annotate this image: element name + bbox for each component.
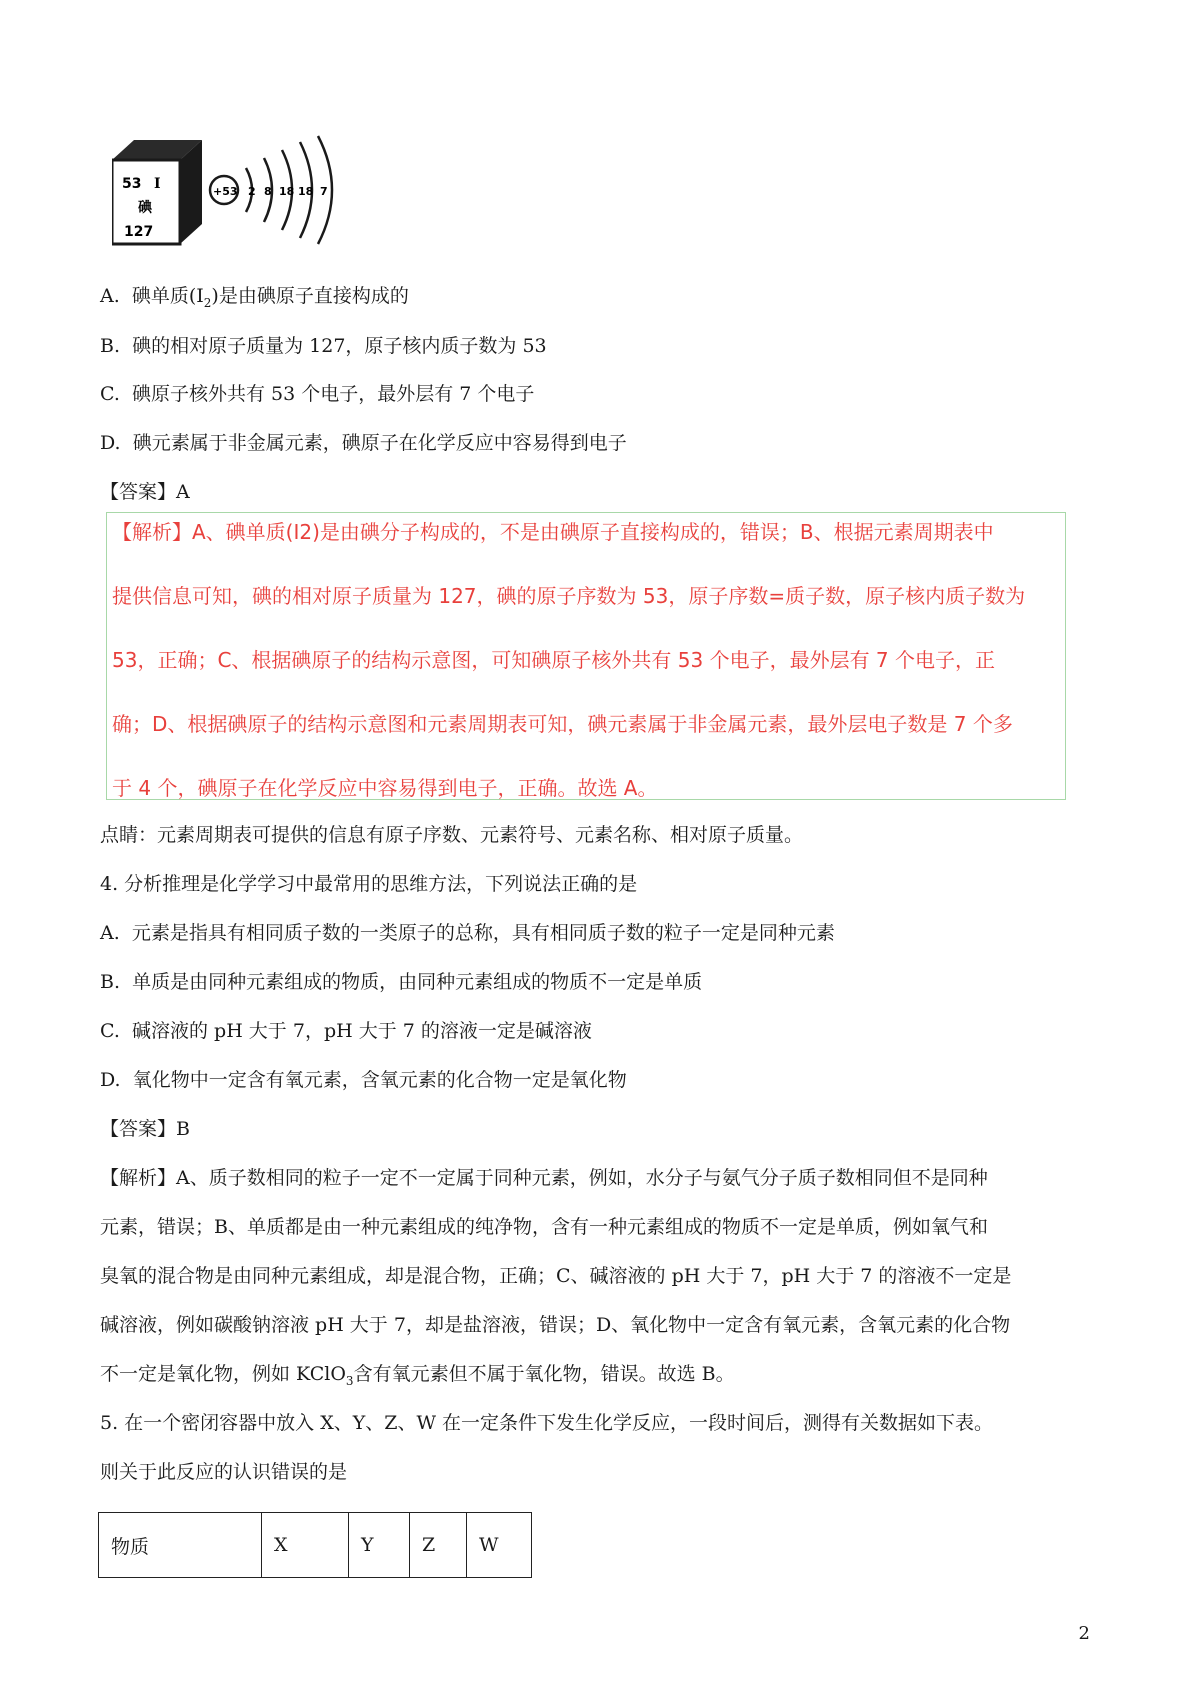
table-row (99, 1513, 532, 1578)
shell-3: 18 (279, 185, 295, 198)
table-header-cell: W (467, 1513, 532, 1578)
shell-2: 8 (264, 185, 272, 198)
q4-answer: 【答案】B (100, 1118, 190, 1140)
q4-option-c: C. 碱溶液的 pH 大于 7，pH 大于 7 的溶液一定是碱溶液 (100, 1020, 592, 1042)
q3-option-c: C. 碘原子核外共有 53 个电子，最外层有 7 个电子 (100, 383, 535, 405)
shell-4: 18 (298, 185, 314, 198)
iodine-structure-diagram (112, 128, 352, 248)
element-name: 碘 (138, 200, 152, 216)
q4-stem: 4. 分析推理是化学学习中最常用的思维方法，下列说法正确的是 (100, 873, 638, 895)
q3-option-d: D. 碘元素属于非金属元素，碘原子在化学反应中容易得到电子 (100, 432, 627, 454)
q3-answer: 【答案】A (100, 481, 190, 503)
q5-stem-line-1: 5. 在一个密闭容器中放入 X、Y、Z、W 在一定条件下发生化学反应，一段时间后，测得有关数据如下表。 (100, 1412, 994, 1434)
page-number: 2 (1078, 1623, 1090, 1644)
table-header-cell: X (262, 1513, 349, 1578)
table-header-cell: 物质 (99, 1513, 262, 1578)
iodine-figure (112, 128, 352, 248)
q5-stem-line-2: 则关于此反应的认识错误的是 (100, 1461, 348, 1483)
q4-option-b: B. 单质是由同种元素组成的物质，由同种元素组成的物质不一定是单质 (100, 971, 703, 993)
q4-option-d: D. 氧化物中一定含有氧元素，含氧元素的化合物一定是氧化物 (100, 1069, 627, 1091)
q5-data-table (98, 1512, 532, 1578)
q4-analysis-line-3: 臭氧的混合物是由同种元素组成，却是混合物，正确；C、碱溶液的 pH 大于 7，pH 大于 7 的溶液不一定是 (100, 1265, 1012, 1287)
q3-tip: 点睛：元素周期表可提供的信息有原子序数、元素符号、元素名称、相对原子质量。 (100, 824, 804, 846)
table-header-cell: Y (349, 1513, 410, 1578)
q4-analysis-line-2: 元素，错误；B、单质都是由一种元素组成的纯净物，含有一种元素组成的物质不一定是单质，例如氧气和 (100, 1216, 988, 1238)
table-header-cell: Z (410, 1513, 467, 1578)
q4-analysis-line-1: 【解析】A、质子数相同的粒子一定不一定属于同种元素，例如，水分子与氨气分子质子数相同但不是同种 (100, 1167, 988, 1189)
q3-option-b: B. 碘的相对原子质量为 127，原子核内质子数为 53 (100, 335, 547, 357)
q4-option-a: A. 元素是指具有相同质子数的一类原子的总称，具有相同质子数的粒子一定是同种元素 (100, 922, 835, 944)
q3-analysis-line-3: 53，正确；C、根据碘原子的结构示意图，可知碘原子核外共有 53 个电子，最外层有 7 个电子，正 (112, 648, 996, 672)
element-symbol: I (154, 176, 161, 192)
q4-analysis-line-4: 碱溶液，例如碳酸钠溶液 pH 大于 7，却是盐溶液，错误；D、氧化物中一定含有氧元素，含氧元素的化合物 (100, 1314, 1011, 1336)
atomic-number: 53 (122, 176, 142, 192)
atomic-mass: 127 (124, 224, 154, 240)
q3-analysis-line-2: 提供信息可知，碘的相对原子质量为 127，碘的原子序数为 53，原子序数=质子数，原子核内质子数为 (112, 584, 1026, 608)
shell-1: 2 (248, 185, 256, 198)
q3-analysis-line-4: 确；D、根据碘原子的结构示意图和元素周期表可知，碘元素属于非金属元素，最外层电子数是 7 个多 (112, 712, 1013, 736)
q3-option-a: A. 碘单质$(I_2)$是由碘原子直接构成的 (100, 285, 409, 310)
nucleus-charge: +53 (213, 185, 238, 198)
q4-analysis-line-5: 不一定是氧化物，例如 KClO$_3$含有氧元素但不属于氧化物，错误。故选 B。 (100, 1363, 735, 1388)
q3-analysis-line-1: 【解析】A、碘单质(I2)是由碘分子构成的，不是由碘原子直接构成的，错误；B、根据元素周期表中 (112, 520, 994, 544)
shell-5: 7 (320, 185, 328, 198)
q3-analysis-line-5: 于 4 个，碘原子在化学反应中容易得到电子，正确。故选 A。 (112, 776, 658, 800)
